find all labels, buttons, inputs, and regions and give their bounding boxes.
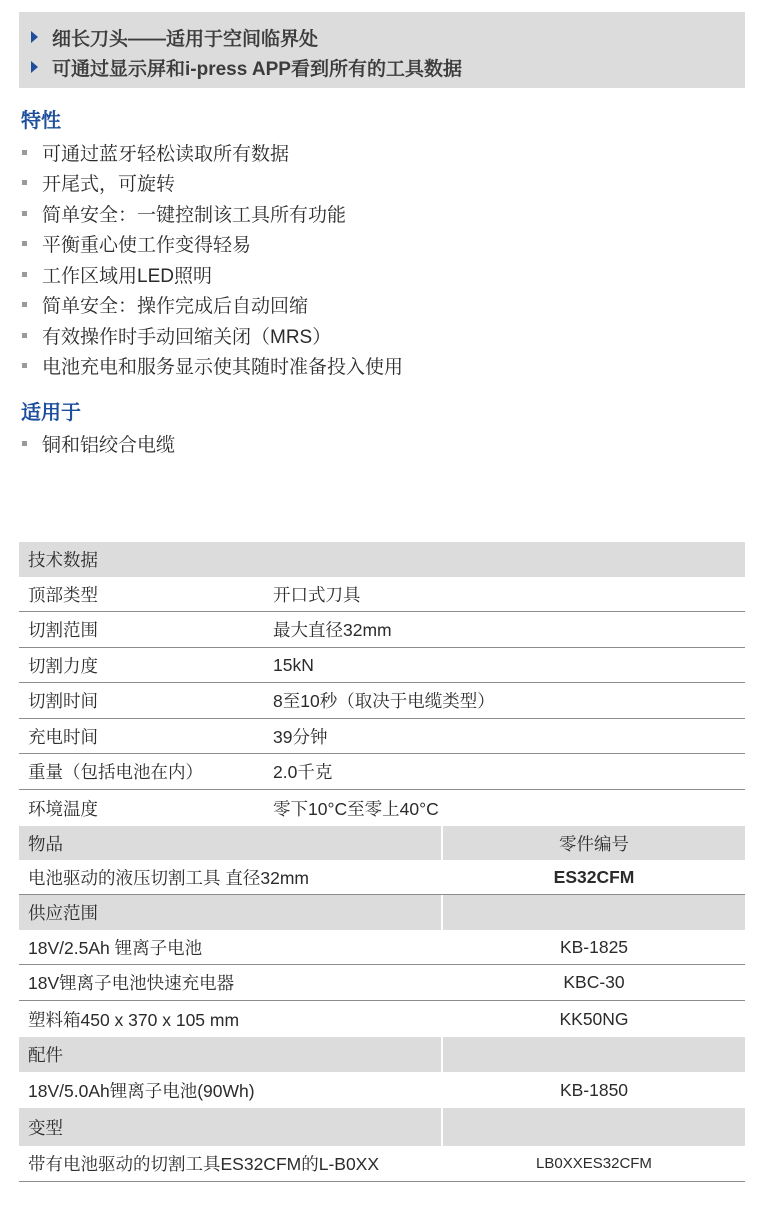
arrow-right-icon (31, 61, 38, 73)
table-row (19, 860, 745, 895)
variants-header (19, 1108, 745, 1146)
part-number: ES32CFM (553, 866, 635, 887)
part-number: KB-1850 (559, 1079, 629, 1100)
spec-value: 开口式刀具 (273, 584, 361, 605)
supply-heading: 供应范围 (28, 903, 98, 923)
part-number: KBC-30 (563, 972, 625, 992)
list-item (21, 290, 403, 321)
accessories-header (19, 1037, 745, 1072)
item-header (19, 826, 745, 860)
part-number: KB-1825 (559, 936, 629, 957)
bullet-icon (22, 241, 27, 246)
spec-value: 最大直径32mm (273, 620, 392, 640)
column-divider (441, 1037, 443, 1072)
column-divider (441, 1108, 443, 1146)
list-item (21, 137, 403, 168)
spec-label: 切割范围 (28, 620, 98, 640)
bullet-icon (22, 150, 27, 155)
features-list (21, 137, 403, 381)
feature-text: 简单安全：一键控制该工具所有功能 (42, 204, 347, 226)
applications-heading: 适用于 (21, 402, 81, 424)
table-row (19, 930, 745, 965)
table-row (19, 754, 745, 790)
table-row (19, 1072, 745, 1108)
item-heading: 物品 (28, 833, 63, 854)
table-row (19, 719, 745, 754)
feature-text: 平衡重心使工作变得轻易 (42, 235, 252, 257)
bullet-icon (22, 333, 27, 338)
highlights-box (19, 12, 745, 88)
list-item (21, 198, 403, 229)
table-row (19, 683, 745, 719)
bullet-icon (22, 180, 27, 185)
list-item (21, 428, 175, 459)
item-label: 18V锂离子电池快速充电器 (28, 973, 235, 993)
list-item (21, 320, 403, 351)
part-number: KK50NG (559, 1008, 629, 1029)
feature-text: 简单安全：操作完成后自动回缩 (42, 296, 309, 318)
table-row (19, 577, 745, 612)
feature-text: 开尾式，可旋转 (42, 174, 176, 196)
feature-text: 有效操作时手动回缩关闭（MRS） (42, 326, 332, 348)
spec-label: 环境温度 (28, 798, 98, 819)
spec-label: 切割时间 (28, 691, 98, 711)
spec-label: 充电时间 (28, 726, 98, 747)
spec-label: 重量（包括电池在内） (28, 762, 203, 782)
item-label: 18V/5.0Ah锂离子电池(90Wh) (28, 1080, 255, 1101)
highlight-text: 可通过显示屏和i-press APP看到所有的工具数据 (52, 58, 462, 80)
bullet-icon (22, 272, 27, 277)
bullet-icon (22, 211, 27, 216)
supply-header (19, 895, 745, 930)
accessories-heading: 配件 (28, 1045, 63, 1065)
part-number-heading: 零件编号 (559, 833, 629, 854)
table-row (19, 965, 745, 1001)
arrow-right-icon (31, 31, 38, 43)
table-row (19, 612, 745, 648)
feature-text: 电池充电和服务显示使其随时准备投入使用 (42, 357, 404, 379)
item-label: 电池驱动的液压切割工具 直径32mm (28, 867, 309, 888)
column-divider (441, 895, 443, 930)
spec-label: 顶部类型 (28, 584, 98, 605)
spec-value: 2.0千克 (273, 762, 333, 782)
table-row (19, 1001, 745, 1037)
feature-text: 工作区域用LED照明 (42, 265, 212, 287)
highlight-item (29, 22, 318, 52)
table-row (19, 648, 745, 683)
item-label: 18V/2.5Ah 锂离子电池 (28, 937, 203, 958)
bullet-icon (22, 302, 27, 307)
table-row (19, 1146, 745, 1182)
item-label: 塑料箱450 x 370 x 105 mm (28, 1009, 240, 1030)
spec-value: 零下10°C至零上40°C (273, 798, 439, 819)
spec-label: 切割力度 (28, 655, 98, 676)
table-row (19, 790, 745, 826)
spec-value: 15kN (273, 654, 314, 675)
spec-value: 8至10秒（取决于电缆类型） (273, 691, 495, 711)
variants-heading: 变型 (28, 1117, 63, 1138)
list-item (21, 168, 403, 199)
highlight-text: 细长刀头——适用于空间临界处 (52, 28, 319, 50)
list-item (21, 259, 403, 290)
spec-table (19, 542, 745, 1182)
list-item (21, 229, 403, 260)
spec-value: 39分钟 (273, 726, 328, 747)
tech-data-heading: 技术数据 (28, 550, 98, 570)
bullet-icon (22, 441, 27, 446)
part-number: LB0XXES32CFM (536, 1155, 652, 1172)
application-text: 铜和铝绞合电缆 (42, 434, 176, 456)
bullet-icon (22, 363, 27, 368)
applications-list (21, 428, 175, 459)
feature-text: 可通过蓝牙轻松读取所有数据 (42, 143, 290, 165)
features-heading: 特性 (21, 110, 61, 132)
highlight-item (29, 52, 462, 82)
list-item (21, 351, 403, 382)
item-label: 带有电池驱动的切割工具ES32CFM的L-B0XX (28, 1154, 380, 1174)
tech-data-header (19, 542, 745, 577)
